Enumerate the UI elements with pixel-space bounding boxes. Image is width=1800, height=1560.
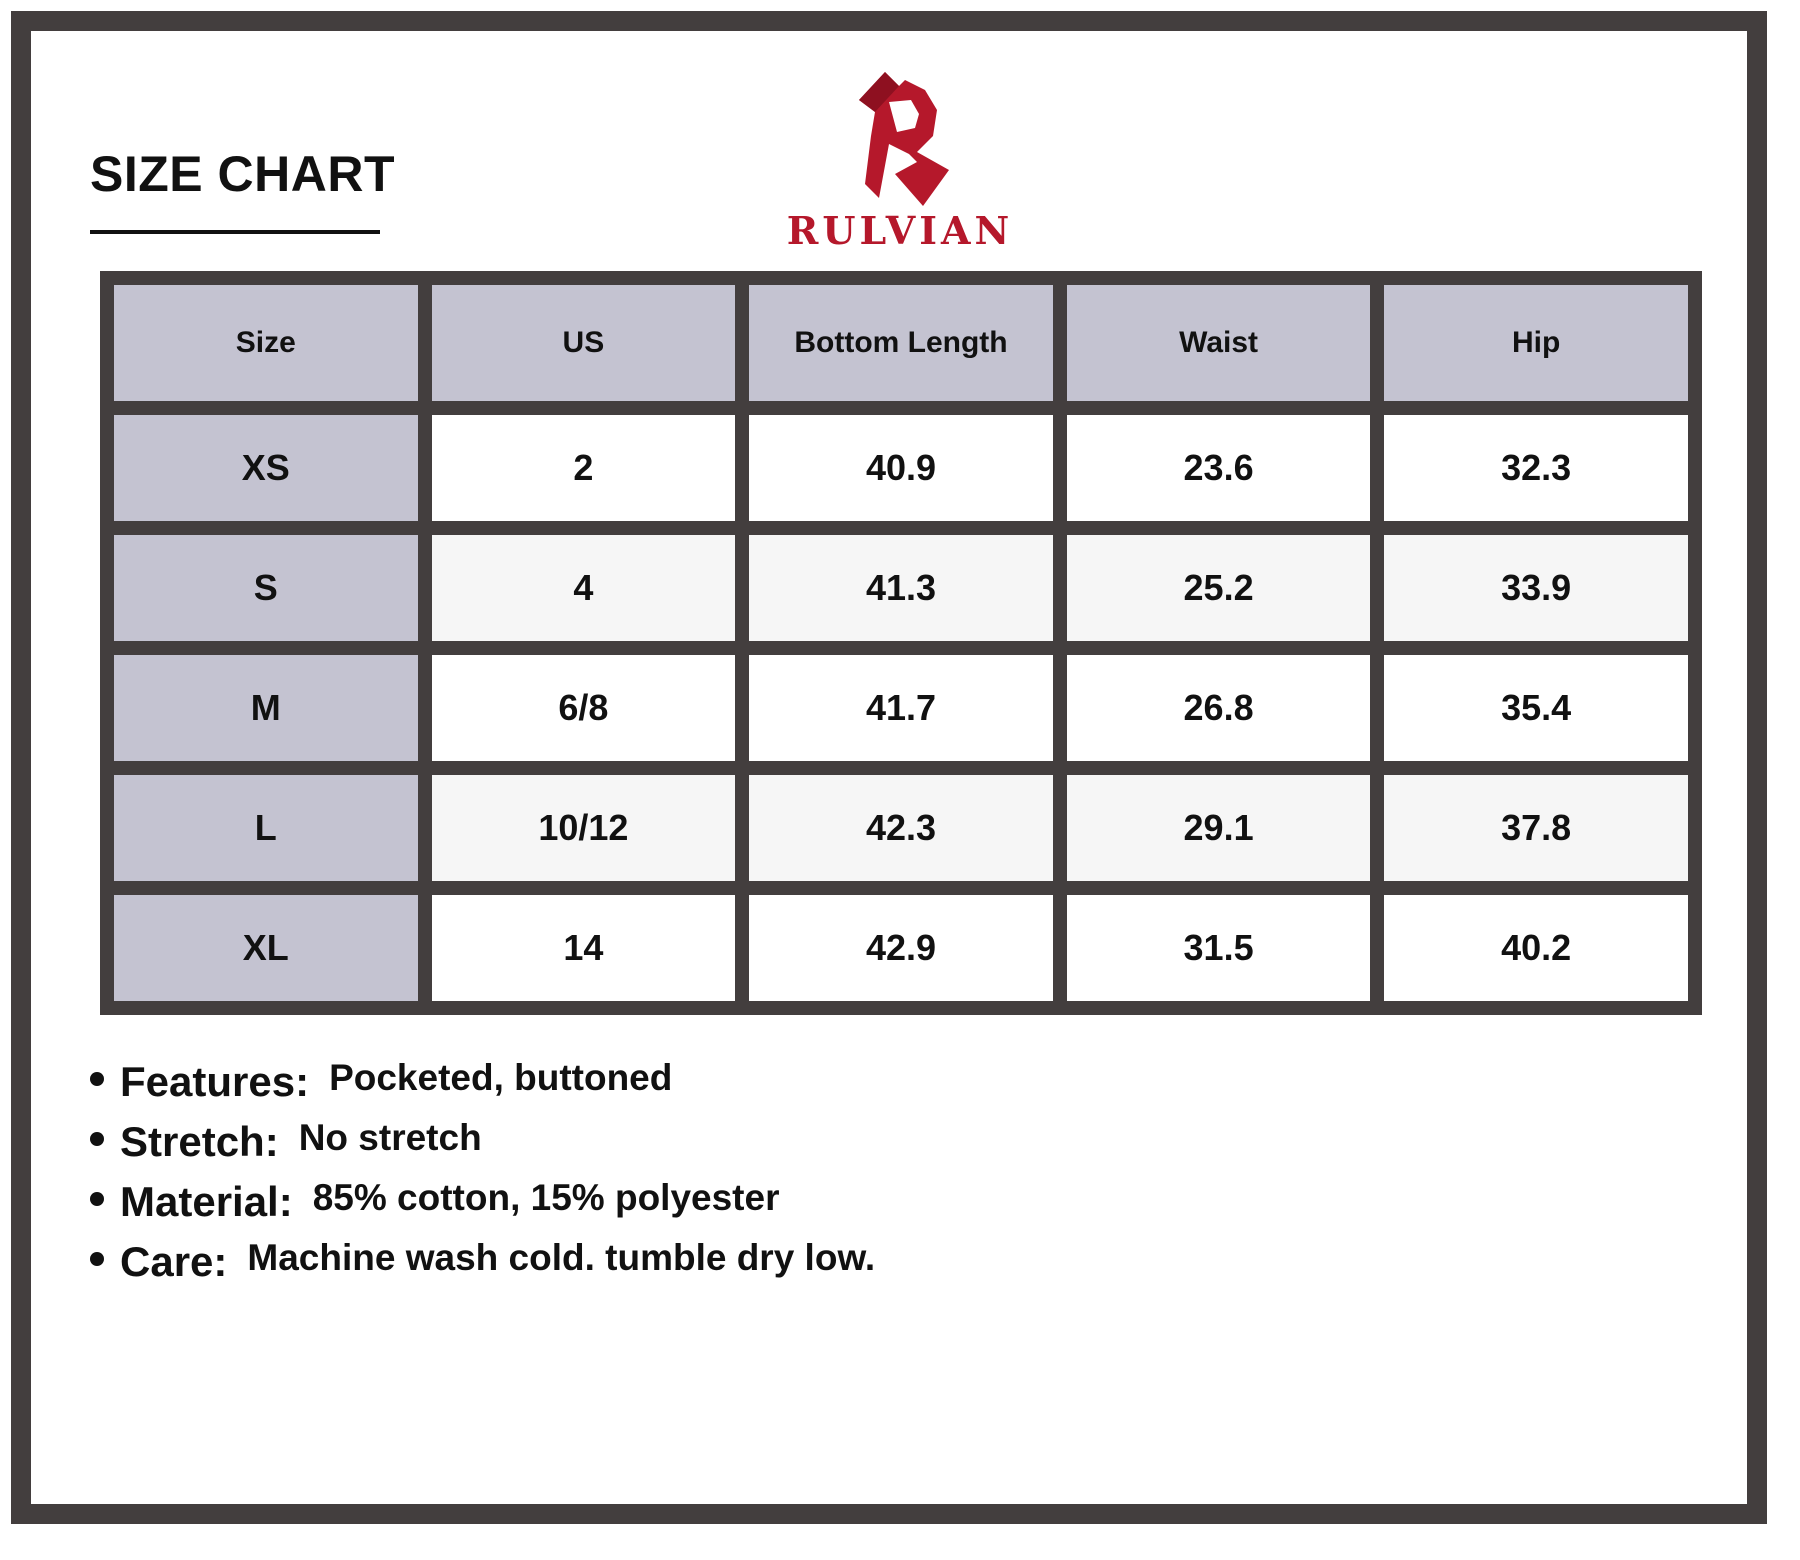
size-cell: S [107,528,425,648]
waist-cell: 25.2 [1060,528,1378,648]
table-row [107,528,1695,648]
us-cell: 2 [425,408,743,528]
care-value: Machine wash cold. tumble dry low. [247,1237,876,1278]
table-row [107,888,1695,1008]
size-table [100,271,1702,1015]
product-features-list [90,1058,875,1298]
list-item [90,1118,875,1178]
header-bottom-length: Bottom Length [742,278,1060,408]
hip-cell: 33.9 [1377,528,1695,648]
header-us: US [425,278,743,408]
us-cell: 4 [425,528,743,648]
feature-value: Pocketed, buttoned [329,1057,673,1098]
hip-cell: 35.4 [1377,648,1695,768]
list-item [90,1238,875,1298]
us-cell: 14 [425,888,743,1008]
table-header-row [107,278,1695,408]
bottom-length-cell: 42.3 [742,768,1060,888]
brand-name: RULVIAN [786,208,1014,253]
waist-cell: 23.6 [1060,408,1378,528]
stretch-value: No stretch [298,1117,482,1158]
table-row [107,408,1695,528]
waist-cell: 29.1 [1060,768,1378,888]
stretch-label: Stretch: [120,1118,279,1165]
feature-label: Features: [120,1058,310,1105]
bottom-length-cell: 40.9 [742,408,1060,528]
bottom-length-cell: 41.3 [742,528,1060,648]
bullet-icon [90,1192,104,1206]
size-cell: M [107,648,425,768]
header-hip: Hip [1377,278,1695,408]
bullet-icon [90,1132,104,1146]
care-label: Care: [120,1238,228,1285]
waist-cell: 31.5 [1060,888,1378,1008]
page-title: SIZE CHART [90,146,395,202]
size-cell: XS [107,408,425,528]
header-waist: Waist [1060,278,1378,408]
hip-cell: 40.2 [1377,888,1695,1008]
size-cell: XL [107,888,425,1008]
table-row [107,768,1695,888]
bullet-icon [90,1072,104,1086]
us-cell: 6/8 [425,648,743,768]
material-label: Material: [120,1178,293,1225]
title-underline [90,230,380,234]
size-cell: L [107,768,425,888]
list-item [90,1178,875,1238]
list-item [90,1058,875,1118]
bottom-length-cell: 42.9 [742,888,1060,1008]
hip-cell: 32.3 [1377,408,1695,528]
bottom-length-cell: 41.7 [742,648,1060,768]
header-size: Size [107,278,425,408]
table-row [107,648,1695,768]
waist-cell: 26.8 [1060,648,1378,768]
us-cell: 10/12 [425,768,743,888]
bullet-icon [90,1252,104,1266]
material-value: 85% cotton, 15% polyester [312,1177,780,1218]
brand-logo [775,60,1025,253]
hip-cell: 37.8 [1377,768,1695,888]
rulvian-r-logo-icon [845,66,965,206]
